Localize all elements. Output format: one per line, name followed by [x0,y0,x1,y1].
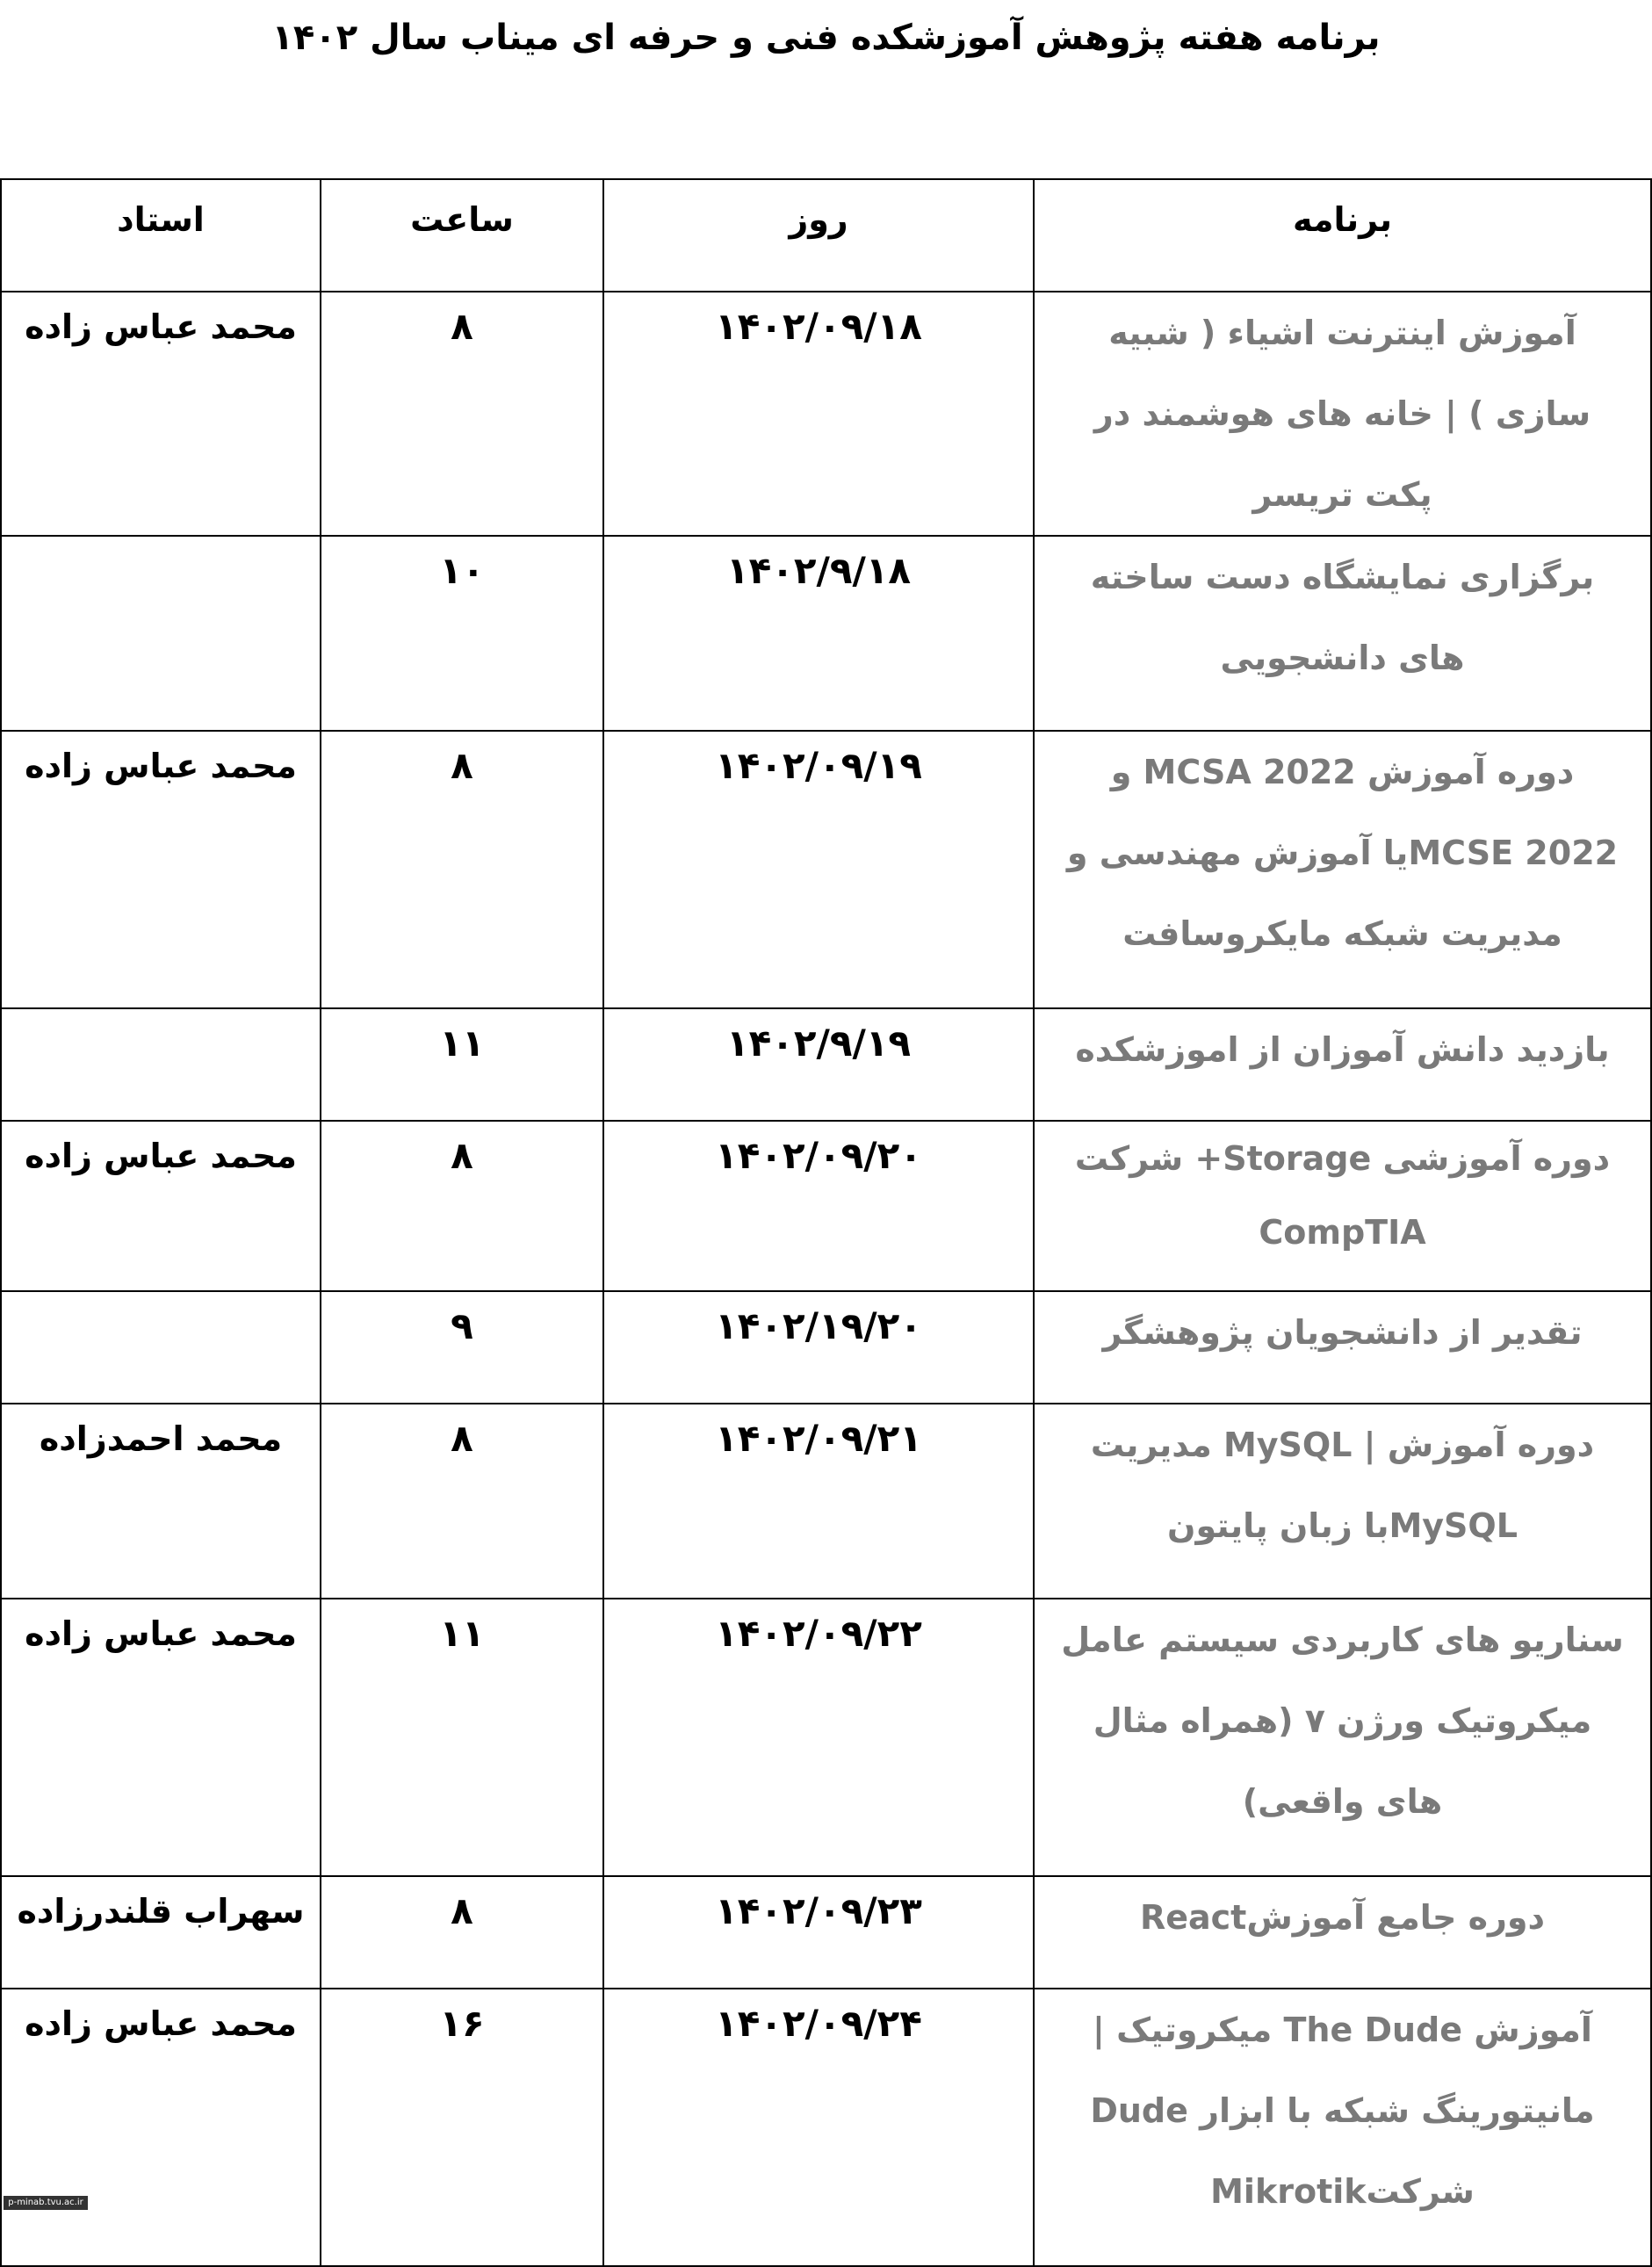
header-hour: ساعت [321,179,603,292]
page-title: برنامه هفته پژوهش آموزشکده فنی و حرفه ای میناب سال ۱۴۰۲ [271,18,1381,58]
hour-cell: ۱۱ [321,1599,603,1876]
program-cell: دوره آموزش | MySQL مدیریت MySQLبا زبان پایتون [1034,1404,1651,1599]
teacher-cell: محمد عباس زاده [1,292,321,536]
table-row [1,1008,1651,1121]
hour-cell: ۹ [321,1291,603,1404]
teacher-cell [1,536,321,731]
hour-cell: ۱۶ [321,1989,603,2266]
program-cell: تقدیر از دانشجویان پژوهشگر [1034,1291,1651,1404]
header-program: برنامه [1034,179,1651,292]
header-teacher: استاد [1,179,321,292]
program-cell: آموزش The Dude میکروتیک | مانیتورینگ شبکه با ابزار Dude شرکتMikrotik [1034,1989,1651,2266]
teacher-cell [1,1008,321,1121]
program-cell: سناریو های کاربردی سیستم عامل میکروتیک ورژن ۷ (همراه مثال های واقعی) [1034,1599,1651,1876]
day-cell: ۱۴۰۲/۰۹/۱۸ [603,292,1034,536]
table-row [1,1876,1651,1989]
day-cell: ۱۴۰۲/۰۹/۲۳ [603,1876,1034,1989]
teacher-cell: محمد عباس زاده [1,1989,321,2266]
teacher-cell [1,1291,321,1404]
hour-cell: ۸ [321,1121,603,1291]
table-row [1,731,1651,1008]
table-header-row [1,179,1651,292]
program-cell: دوره آموزش MCSA 2022 و MCSE 2022یا آموزش مهندسی و مدیریت شبکه مایکروسافت [1034,731,1651,1008]
hour-cell: ۸ [321,731,603,1008]
hour-cell: ۸ [321,292,603,536]
program-cell: آموزش اینترنت اشیاء ( شبیه سازی ) | خانه های هوشمند در پکت تریسر [1034,292,1651,536]
table-row [1,1291,1651,1404]
day-cell: ۱۴۰۲/۰۹/۲۴ [603,1989,1034,2266]
schedule-table [0,178,1652,2267]
program-cell: دوره آموزشی Storage+ شرکت CompTIA [1034,1121,1651,1291]
day-cell: ۱۴۰۲/۰۹/۲۲ [603,1599,1034,1876]
day-cell: ۱۴۰۲/۰۹/۲۱ [603,1404,1034,1599]
teacher-cell: سهراب قلندرزاده [1,1876,321,1989]
day-cell: ۱۴۰۲/۰۹/۲۰ [603,1121,1034,1291]
hour-cell: ۸ [321,1876,603,1989]
teacher-cell: محمد عباس زاده [1,1121,321,1291]
table-row [1,1989,1651,2266]
hour-cell: ۸ [321,1404,603,1599]
day-cell: ۱۴۰۲/۹/۱۸ [603,536,1034,731]
table-row [1,1121,1651,1291]
hour-cell: ۱۱ [321,1008,603,1121]
table-row [1,1599,1651,1876]
program-cell: بازدید دانش آموزان از اموزشکده [1034,1008,1651,1121]
program-cell: برگزاری نمایشگاه دست ساخته های دانشجویی [1034,536,1651,731]
teacher-cell: محمد عباس زاده [1,731,321,1008]
teacher-cell: محمد عباس زاده [1,1599,321,1876]
program-cell: دوره جامع آموزشReact [1034,1876,1651,1989]
header-day: روز [603,179,1034,292]
table-row [1,1404,1651,1599]
table-row [1,536,1651,731]
site-watermark: p-minab.tvu.ac.ir [4,2196,88,2210]
table-row [1,292,1651,536]
day-cell: ۱۴۰۲/۰۹/۱۹ [603,731,1034,1008]
hour-cell: ۱۰ [321,536,603,731]
day-cell: ۱۴۰۲/۱۹/۲۰ [603,1291,1034,1404]
day-cell: ۱۴۰۲/۹/۱۹ [603,1008,1034,1121]
teacher-cell: محمد احمدزاده [1,1404,321,1599]
